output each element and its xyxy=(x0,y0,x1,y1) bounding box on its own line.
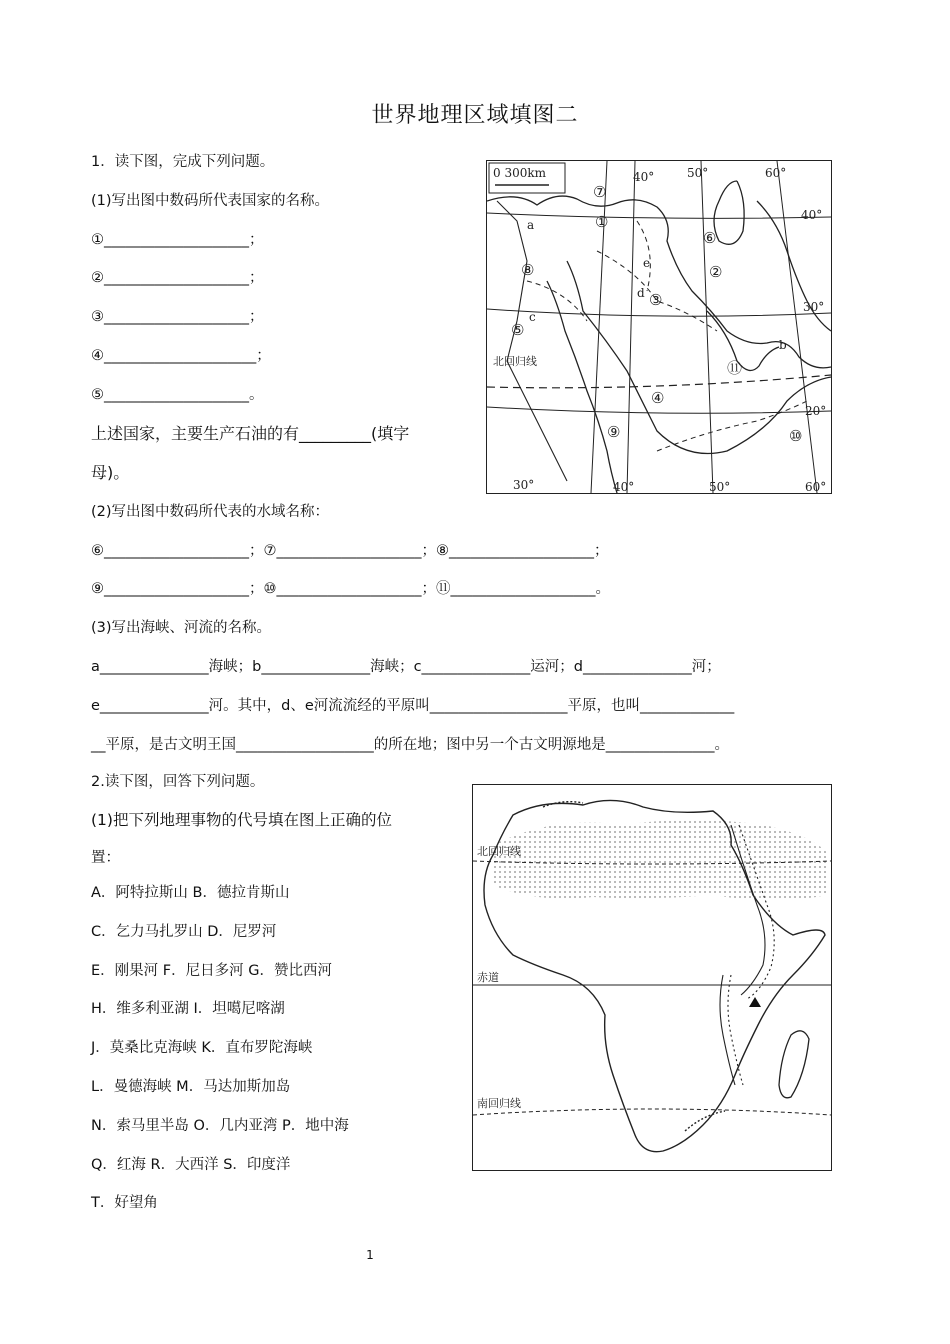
middle-east-map xyxy=(486,160,832,494)
option-row-2: C．乞力马扎罗山 D．尼罗河 xyxy=(91,924,277,940)
oil-question-cont: 母)。 xyxy=(91,463,130,482)
option-row-5: J．莫桑比克海峡 K．直布罗陀海峡 xyxy=(91,1040,313,1056)
q1-sub3: (3)写出海峡、河流的名称。 xyxy=(91,620,272,636)
map-scale-label: 0 300km xyxy=(493,166,547,180)
map-number-4: ④ xyxy=(651,389,665,407)
strait-row-1[interactable]: a_______________海峡；b_______________海峡；c_______________运河；d_______________河； xyxy=(91,659,721,675)
q1-sub1: (1)写出图中数码所代表国家的名称。 xyxy=(91,193,330,209)
q1-sub2: (2)写出图中数码所代表的水域名称： xyxy=(91,504,330,520)
map-letter-a: a xyxy=(527,218,535,232)
option-row-3: E．刚果河 F．尼日多河 G．赞比西河 xyxy=(91,963,332,979)
option-row-7: N．索马里半岛 O．几内亚湾 P．地中海 xyxy=(91,1118,349,1134)
country-blank-5[interactable]: ⑤____________________。 xyxy=(91,387,264,403)
q2-sub1-cont: 置： xyxy=(91,850,120,866)
country-blank-4[interactable]: ④_____________________； xyxy=(91,348,271,364)
q1-heading: 1．读下图，完成下列问题。 xyxy=(91,154,275,170)
equator-label: 赤道 xyxy=(477,971,499,984)
page-number: 1 xyxy=(366,1248,374,1262)
option-row-4: H．维多利亚湖 I．坦噶尼喀湖 xyxy=(91,1001,285,1017)
map-number-10: ⑩ xyxy=(789,427,803,445)
page-title: 世界地理区域填图二 xyxy=(371,103,579,128)
waters-row-2[interactable]: ⑨____________________；⑩____________________；⑪____________________。 xyxy=(91,581,610,597)
map-number-6: ⑥ xyxy=(703,229,717,247)
lat-label-40: 40° xyxy=(801,208,823,222)
map-number-3: ③ xyxy=(649,291,663,309)
waters-row-1[interactable]: ⑥____________________；⑦____________________；⑧____________________； xyxy=(91,543,609,559)
lat-label-30: 30° xyxy=(803,300,825,314)
option-row-9: T．好望角 xyxy=(91,1195,158,1211)
map-number-2: ② xyxy=(709,263,723,281)
tropic-south-label: 南回归线 xyxy=(477,1097,521,1110)
strait-row-2[interactable]: e_______________河。其中，d、e河流流经的平原叫___________________平原，也叫_____________ xyxy=(91,698,735,714)
map-number-9: ⑨ xyxy=(607,423,621,441)
tropic-label: 北回归线 xyxy=(493,355,537,368)
lon-label-50-top: 50° xyxy=(687,166,709,180)
lon-label-60-top: 60° xyxy=(765,166,787,180)
q2-sub1: (1)把下列地理事物的代号填在图上正确的位 xyxy=(91,811,392,829)
lon-label-50-bottom: 50° xyxy=(709,480,731,493)
oil-question[interactable]: 上述国家，主要生产石油的有_________(填字 xyxy=(91,424,410,443)
strait-row-3[interactable]: __平原，是古文明王国___________________的所在地；图中另一个古文明源地是_______________。 xyxy=(91,737,729,753)
country-blank-1[interactable]: ①____________________； xyxy=(91,232,264,248)
lon-label-60-bottom: 60° xyxy=(805,480,827,493)
map-letter-b: b xyxy=(779,338,787,352)
map-letter-e: e xyxy=(643,256,651,270)
lat-label-20: 20° xyxy=(805,404,827,418)
option-row-8: Q．红海 R．大西洋 S．印度洋 xyxy=(91,1157,291,1173)
map-letter-d: d xyxy=(637,286,645,300)
map-number-8: ⑧ xyxy=(521,261,535,279)
country-blank-2[interactable]: ②____________________； xyxy=(91,270,264,286)
map-number-11: ⑪ xyxy=(727,359,743,377)
lon-label-30-bottom: 30° xyxy=(513,478,535,492)
map-number-7: ⑦ xyxy=(593,183,607,201)
lon-label-40-top: 40° xyxy=(633,170,655,184)
map-number-5: ⑤ xyxy=(511,321,525,339)
map-letter-c: c xyxy=(529,310,536,324)
map-number-1: ① xyxy=(595,213,609,231)
africa-map xyxy=(472,784,832,1171)
option-row-1: A．阿特拉斯山 B．德拉肯斯山 xyxy=(91,885,290,901)
tropic-north-label: 北回归线 xyxy=(477,845,521,858)
q2-heading: 2.读下图，回答下列问题。 xyxy=(91,774,265,790)
option-row-6: L．曼德海峡 M．马达加斯加岛 xyxy=(91,1079,291,1095)
country-blank-3[interactable]: ③____________________； xyxy=(91,309,264,325)
lon-label-40-bottom: 40° xyxy=(613,480,635,493)
